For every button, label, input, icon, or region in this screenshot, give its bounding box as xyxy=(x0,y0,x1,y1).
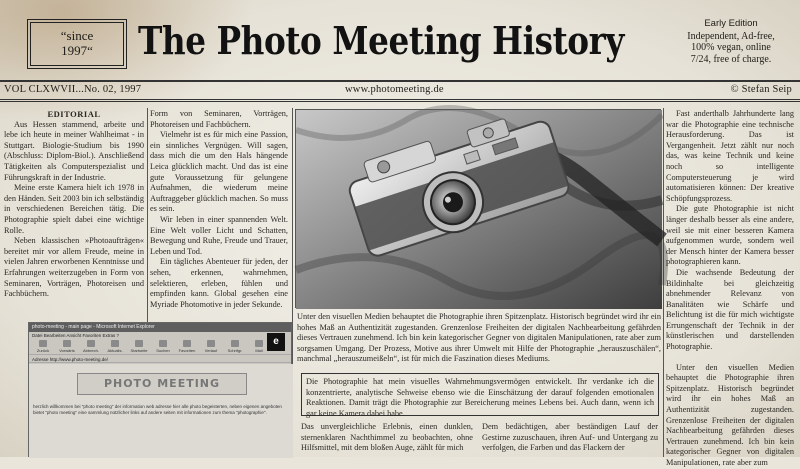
edition-line: 100% vegan, online xyxy=(691,42,771,53)
copyright-info: © Stefan Seip xyxy=(730,84,792,95)
toolbar-history-button: Verlauf xyxy=(201,340,221,353)
toolbar-back-button: Zurück xyxy=(33,340,53,353)
paragraph: Die gute Photographie ist nicht länger deshalb besser als eine andere, weil sie mit einer besseren Kamera aufgenommen wurde, sondern weil der Mensch hinter der Kamera besser photographieren kann. xyxy=(666,204,794,267)
edition-line: 7/24, free of charge. xyxy=(690,53,772,65)
paragraph: Ein tägliches Abenteuer für jeden, der sehen, erkennen, wahrnehmen, selektieren, erleben, fühlen und empfinden kann. Global gesehen eine Myriade Photomotive in jeder Sekunde. xyxy=(150,257,288,309)
paragraph: Form von Seminaren, Vorträgen, Photoreisen und Fachbüchern. xyxy=(150,109,288,129)
since-label: “since xyxy=(60,28,94,43)
toolbar-forward-button: Vorwärts xyxy=(57,340,77,353)
info-bar-divider xyxy=(0,99,800,100)
browser-welcome-text: herzlich willkommen bei "photo meeting" der information web adresse hier alle photo begeisterten, neben eigenen angeboten bietet "photo meeting" eine sammlung nützlicher links auf andere seiten mit informationen zum thema "photographie". xyxy=(33,404,282,415)
toolbar-search-button: Suchen xyxy=(153,340,173,353)
paragraph: Aus Hessen stammend, arbeite und lebe ich heute in meiner Wahlheimat - in Stuttgart. Biologie-Studium bis 1990 (Abschluss: Diplom-Biol.). Anschließend Tätigkeiten als Computerspezialist und Führungskraft in der Industrie. xyxy=(4,119,144,182)
camera-illustration xyxy=(296,110,662,309)
editorial-heading: EDITORIAL xyxy=(47,109,101,119)
paragraph: Vielmehr ist es für mich eine Passion, ein sinnliches Vergnügen. Will sagen, dass mich die um den Hals hängende Leica glücklich macht. Und das ist eine gute Voraussetzung für gelungene Aufnahmen, die wiederum meine Auftraggeber glücklich machen. So muss es sein. xyxy=(150,130,288,214)
toolbar-refresh-button: Aktualis. xyxy=(105,340,125,353)
edition-line: Independent, Ad-free, xyxy=(687,30,775,42)
paragraph: Meine erste Kamera hielt ich 1978 in den Händen. Seit 2003 bin ich selbständig in verschiedenen Bereichen tätig. Die Photographie spielt dabei eine wichtige Rolle. xyxy=(4,183,144,235)
photo-caption: Unter den visuellen Medien behauptet die Photographie ihren Spitzenplatz. Historisch begründet wird ihr ein hohes Maß an Authentizität zugestanden. Grenzenlose Freiheiten der digitalen Nachbearbeitung gefährden dieses Vertrauen zunehmend. Ich bin kein kategorischer Gegner von digitalen Manipulationen, rate aber zum sorgsamen Umgang. Der Prozess, Motive aus ihrer Umwelt mit Hilfe der Photographie „herauszuschälen“, manchmal „herauszumeißeln“, ist für mich die Faszination dieses Mediums. xyxy=(297,312,661,364)
photo-meeting-banner: PHOTO MEETING xyxy=(77,373,247,395)
website-link[interactable]: www.photomeeting.de xyxy=(345,84,444,95)
masthead-title: The Photo Meeting History xyxy=(138,18,624,63)
paragraph: Fast anderthalb Jahrhunderte lang war die Photographie eine technische Herausforderung. Das ist Vergangenheit. Jetzt zählt nur noch das, was keine Technik und keine noch so intelligente Computersteuerung je wird automatisieren können: Der kreative Schöpfungsprozess. xyxy=(666,109,794,203)
browser-page-content xyxy=(29,364,293,458)
toolbar-mail-button: Mail xyxy=(249,340,269,353)
since-year: 1997“ xyxy=(61,43,93,58)
bottom-article-right: Dem bedächtigen, aber beständigen Lauf der Gestirne zuzuschauen, ihren Auf- und Untergang zu verfolgen, die Farben und das Flackern der xyxy=(482,422,658,453)
paragraph: Die wachsende Bedeutung der Bildinhalte bei gleichzeitig abnehmender Relevanz von Banalitäten wie Schärfe und Belichtung ist die für mich wichtigste Errungenschaft der Technik in der künstlerischen und darstellenden Photographie. xyxy=(666,267,794,352)
toolbar-stop-button: Abbrech. xyxy=(81,340,101,353)
edition-label: Early Edition xyxy=(704,18,758,29)
edition-box xyxy=(668,18,794,76)
toolbar-favorites-button: Favoriten xyxy=(177,340,197,353)
paragraph: Unter den visuellen Medien behauptet die Photographie ihren Spitzenplatz. Historisch begründet wird ihr ein hohes Maß an Authentizität zugestanden. Grenzenlose Freiheiten der digitalen Nachbearbeitung gefährden dieses Vertrauen zunehmend. Ich bin kein kategorischer Gegner von digitalen Manipulationen, rate aber zum xyxy=(666,362,794,467)
browser-toolbar xyxy=(29,339,291,354)
pull-quote: Die Photographie hat mein visuelles Wahrnehmungsvermögen entwickelt. Ihr verdanke ich die konzentrierte, analytische Sehweise ebenso wie die Einschätzung der darauf folgenden emotionalen Reaktionen. Damit trägt die Photographie zur Bereicherung meines Lebens bei. Auch dann, wenn ich gar keine Kamera dabei habe. xyxy=(301,373,659,416)
camera-photo xyxy=(295,109,661,308)
bottom-article-left: Das unvergleichliche Erlebnis, einen dunklen, sternenklaren Nachthimmel zu beobachten, ohne Hilfsmittel, mit dem bloßen Auge, zählt für mich xyxy=(301,422,473,453)
masthead-divider xyxy=(0,80,800,82)
paragraph: Neben klassischen »Photoaufträgen« bereitet mir vor allem Freude, meine in vielen Jahren erworbenen Kenntnisse und Erfahrungen weiterzugeben in Form von Seminaren, Vorträgen, Photoreisen und Fachbüchern. xyxy=(4,236,144,299)
info-bar-divider-double xyxy=(0,101,800,102)
toolbar-fontsize-button: Schrifgr. xyxy=(225,340,245,353)
browser-screenshot xyxy=(28,322,292,457)
browser-address-bar: Adresse http://www.photo-meeting.de/ xyxy=(29,354,291,363)
browser-title: photo-meeting - main page - Microsoft Internet Explorer xyxy=(29,323,291,332)
article-column-4 xyxy=(666,109,794,467)
editorial-column xyxy=(4,109,144,319)
volume-info: VOL CLXWVII...No. 02, 1997 xyxy=(4,84,142,95)
paragraph: Wir leben in einer spannenden Welt. Eine Welt voller Licht und Schatten, Bewegung und Ruhe, Freude und Trauer, Leben und Tod. xyxy=(150,214,288,256)
toolbar-home-button: Startseite xyxy=(129,340,149,353)
since-box xyxy=(30,22,124,66)
ie-logo-icon: e xyxy=(267,333,285,351)
browser-menu: Datei Bearbeiten Ansicht Favoriten Extras ? xyxy=(32,333,120,338)
